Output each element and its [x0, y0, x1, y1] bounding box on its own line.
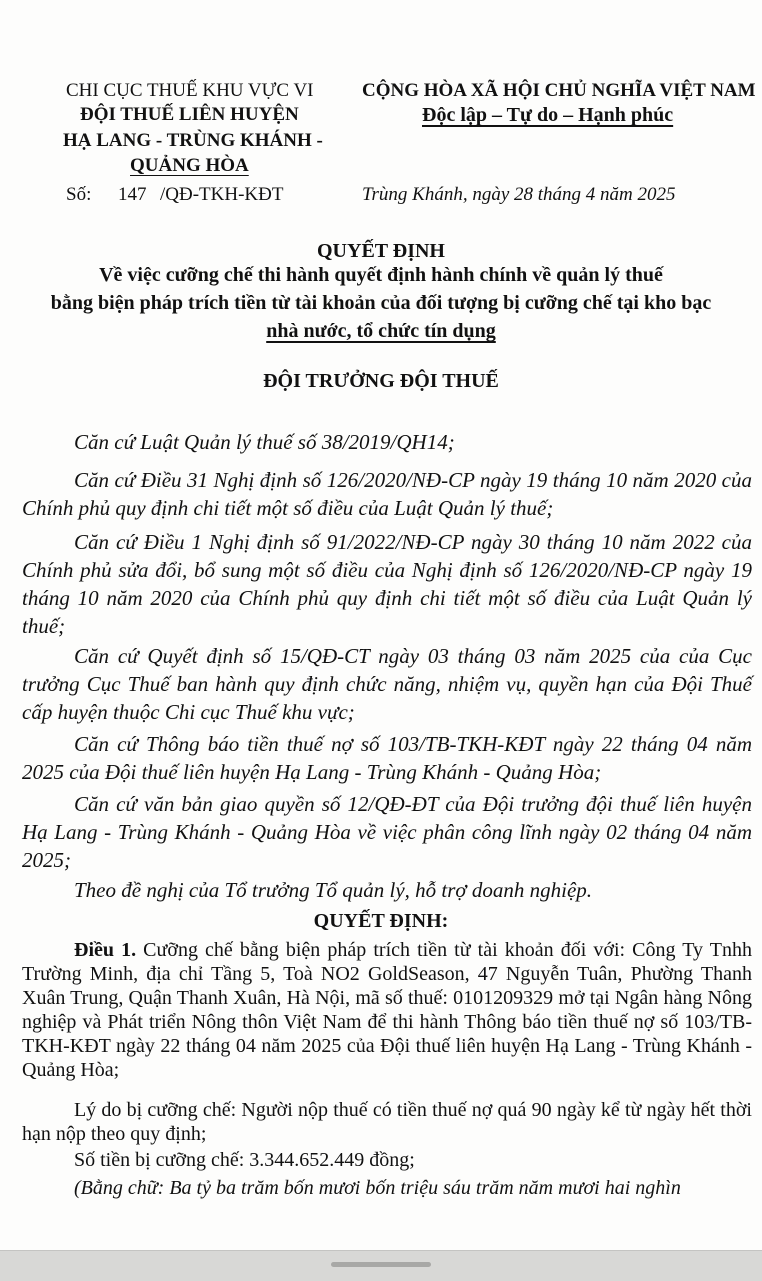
article-1-text: Cưỡng chế bằng biện pháp trích tiền từ tài khoản đối với: Công Ty Tnhh Trường Minh, địa chỉ Tầng 5, Toà NO2 GoldSeason, 47 Nguyễn Tuân, Phường Thanh Xuân Trung, Quận Thanh Xuân, Hà Nội, mã số thuế: 0101209329 mở tại Ngân hàng Nông nghiệp và Phát triển Nông thôn Việt Nam để thi hành Thông báo tiền thuế nợ số 103/TB-TKH-KĐT ngày 22 tháng 04 năm 2025 của Đội thuế liên huyện Hạ Lang - Trùng Khánh - Quảng Hòa; — [22, 939, 752, 1081]
agency-name: ĐỘI THUẾ LIÊN HUYỆN — [80, 104, 299, 125]
country-name: CỘNG HÒA XÃ HỘI CHỦ NGHĨA VIỆT NAM — [362, 80, 756, 101]
issuing-authority: ĐỘI TRƯỞNG ĐỘI THUẾ — [263, 370, 499, 392]
doc-code: /QĐ-TKH-KĐT — [160, 184, 284, 205]
doc-number-label: Số: — [66, 184, 92, 205]
legal-basis-6: Căn cứ văn bản giao quyền số 12/QĐ-ĐT của Đội trưởng đội thuế liên huyện Hạ Lang - Trùng Khánh - Quảng Hòa về việc phân công lĩnh ngày 02 tháng 04 năm 2025; — [22, 792, 752, 872]
article-1-amount-words: (Bằng chữ: Ba tỷ ba trăm bốn mươi bốn triệu sáu trăm năm mươi hai nghìn — [74, 1177, 681, 1199]
agency-area-line2: QUẢNG HÒA — [130, 155, 249, 176]
doc-subject-line1: Về việc cưỡng chế thi hành quyết định hành chính về quản lý thuế — [99, 264, 663, 286]
legal-basis-2: Căn cứ Điều 31 Nghị định số 126/2020/NĐ-CP ngày 19 tháng 10 năm 2020 của Chính phủ quy định chi tiết một số điều của Luật Quản lý thuế; — [22, 468, 752, 520]
doc-subject-line2: bằng biện pháp trích tiền từ tài khoản của đối tượng bị cưỡng chế tại kho bạc — [50, 292, 712, 314]
legal-basis-5: Căn cứ Thông báo tiền thuế nợ số 103/TB-TKH-KĐT ngày 22 tháng 04 năm 2025 của Đội thuế liên huyện Hạ Lang - Trùng Khánh - Quảng Hòa; — [22, 732, 752, 784]
national-motto: Độc lập – Tự do – Hạnh phúc — [422, 104, 674, 126]
doc-subject-line3-text: nhà nước, tổ chức tín dụng — [266, 320, 496, 342]
home-indicator[interactable] — [331, 1262, 431, 1267]
decision-heading: QUYẾT ĐỊNH: — [313, 910, 449, 932]
agency-parent: CHI CỤC THUẾ KHU VỰC VI — [66, 80, 314, 101]
legal-basis-4: Căn cứ Quyết định số 15/QĐ-CT ngày 03 tháng 03 năm 2025 của của Cục trưởng Cục Thuế ban hành quy định chức năng, nhiệm vụ, quyền hạn của Đội Thuế cấp huyện thuộc Chi cục Thuế khu vực; — [22, 644, 752, 724]
legal-basis-1: Căn cứ Luật Quản lý thuế số 38/2019/QH14; — [74, 430, 455, 454]
doc-number: 147 — [118, 184, 147, 205]
legal-basis-3: Căn cứ Điều 1 Nghị định số 91/2022/NĐ-CP ngày 30 tháng 10 năm 2022 của Chính phủ sửa đổi, bổ sung một số điều của Nghị định số 126/2020/NĐ-CP ngày 19 tháng 10 năm 2020 của Chính phủ quy định chi tiết một số điều của Luật Quản lý thuế; — [22, 530, 752, 638]
article-1 — [22, 938, 752, 1082]
legal-basis-7: Theo đề nghị của Tổ trưởng Tổ quản lý, hỗ trợ doanh nghiệp. — [74, 878, 593, 902]
article-1-amount: Số tiền bị cưỡng chế: 3.344.652.449 đồng; — [74, 1149, 415, 1171]
doc-heading: QUYẾT ĐỊNH — [317, 240, 445, 262]
agency-area-line1: HẠ LANG - TRÙNG KHÁNH - — [63, 130, 323, 151]
article-1-label: Điều 1. — [74, 939, 137, 961]
doc-subject-line3 — [0, 320, 762, 343]
place-date: Trùng Khánh, ngày 28 tháng 4 năm 2025 — [362, 184, 676, 205]
article-1-reason: Lý do bị cưỡng chế: Người nộp thuế có tiền thuế nợ quá 90 ngày kể từ ngày hết thời hạn nộp theo quy định; — [22, 1099, 752, 1145]
